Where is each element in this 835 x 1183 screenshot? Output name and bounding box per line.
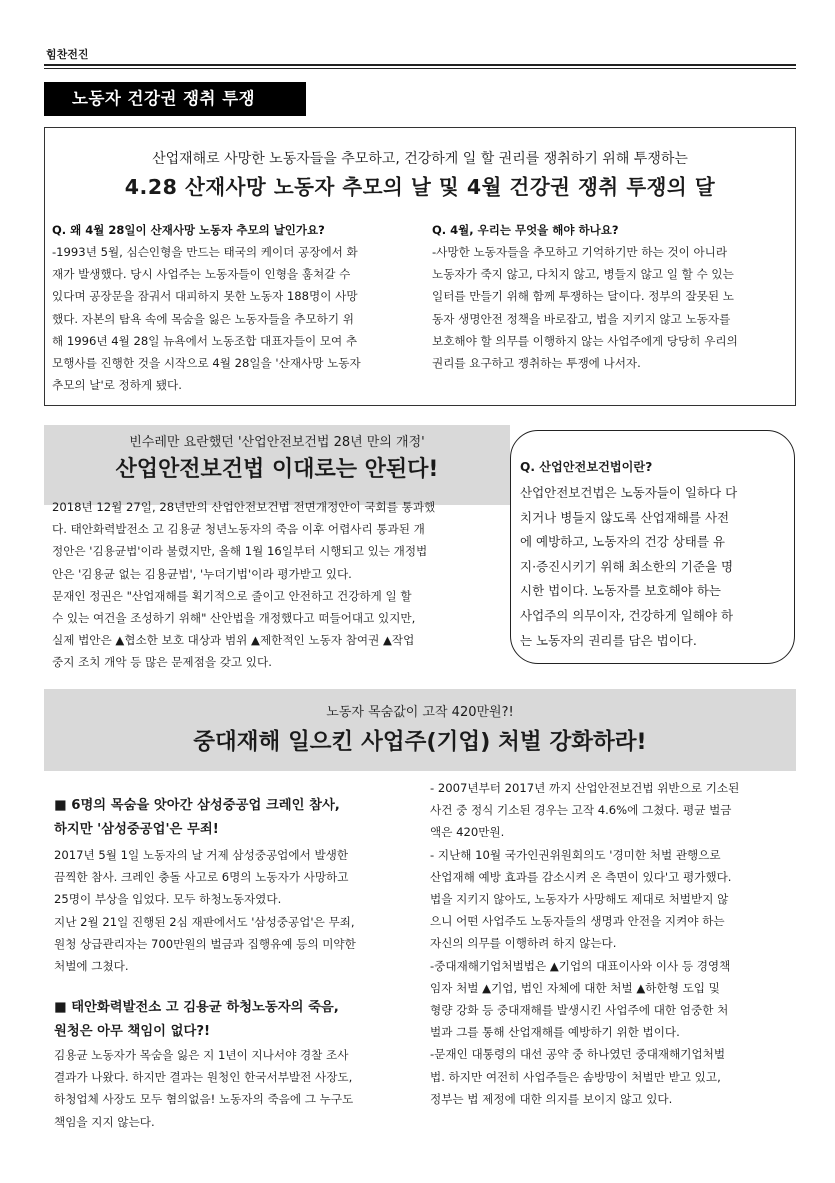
section2-line: 2018년 12월 27일, 28년만의 산업안전보건법 전면개정안이 국회를 통과했 [52,500,436,514]
q1-line: 추모의 날'로 정하게 됐다. [52,378,182,393]
right-col-line: 액은 420만원. [430,825,505,840]
definition-answer [520,481,788,653]
article1-line: 지난 2월 21일 진행된 2심 재판에서도 '삼성중공업'은 무죄, [54,914,355,929]
definition-line: 사업주의 의무이자, 건강하게 일해야 하 [520,607,734,623]
q2-line: 동자 생명안전 정책을 바로잡고, 법을 지키지 않고 노동자를 [432,311,731,326]
q2-question: Q. 4월, 우리는 무엇을 해야 하나요? [432,223,619,237]
header-rule-thin [44,68,796,69]
definition-line: 지·증진시키기 위해 최소한의 기준을 명 [520,558,734,574]
article2-line: 김용균 노동자가 목숨을 잃은 지 1년이 지나서야 경찰 조사 [54,1048,349,1062]
article1-line: 원청 상급관리자는 700만원의 벌금과 집행유예 등의 미약한 [54,936,356,951]
section2-body [52,496,490,674]
header-rule [44,64,796,66]
section2-line: 문재인 정권은 "산업재해를 획기적으로 줄이고 안전하고 건강하게 일 할 [52,588,412,603]
definition-line: 시한 법이다. 노동자를 보호해야 하는 [520,583,721,599]
right-col-line: 으니 어떤 사업주도 노동자들의 생명과 안전을 지켜야 하는 [430,914,725,929]
right-col-line: 법을 지키지 않아도, 노동자가 사망해도 제대로 처벌받지 않 [430,892,729,907]
intro-subtitle: 산업재해로 사망한 노동자들을 추모하고, 건강하게 일 할 권리를 쟁취하기 위해 투쟁하는 [152,151,688,167]
q1-answer [52,241,422,396]
section-banner: 노동자 건강권 쟁취 투쟁 [44,82,306,116]
publication-title: 힘찬전진 [46,48,89,61]
q1-line: 모행사를 진행한 것을 시작으로 4월 28일을 '산재사망 노동자 [52,356,361,371]
right-col-line: - 지난해 10월 국가인권위원회의도 '경미한 처벌 관행으로 [430,847,721,862]
article2-line: 결과가 나왔다. 하지만 결과는 원청인 한국서부발전 사장도, [54,1070,353,1085]
definition-line: 에 예방하고, 노동자의 건강 상태를 유 [520,534,725,550]
section3-subtitle: 노동자 목숨값이 고작 420만원?! [326,705,514,720]
section2-line: 실제 법안은 ▲협소한 보호 대상과 범위 ▲제한적인 노동자 참여권 ▲작업 [52,633,415,648]
section2-line: 안은 '김용균 없는 김용균법', '누더기법'이라 평가받고 있다. [52,566,352,581]
right-col-line: 벌과 그를 통해 산업재해를 예방하기 위한 법이다. [430,1025,680,1040]
article2-line: 책임을 지지 않는다. [54,1114,155,1129]
q2-line: 일터를 만들기 위해 함께 투쟁하는 달이다. 정부의 잘못된 노 [432,289,734,304]
q1-line: 했다. 자본의 탐욕 속에 목숨을 잃은 노동자들을 추모하기 위 [52,311,354,326]
right-col-line: -문재인 대통령의 대선 공약 중 하나였던 중대재해기업처벌 [430,1047,726,1062]
article1-heading [54,794,424,842]
q2-line: 보호해야 할 의무를 이행하지 않는 사업주에게 당당히 우리의 [432,333,738,348]
definition-line: 산업안전보건법은 노동자들이 일하다 다 [520,485,738,500]
q2-line: 권리를 요구하고 쟁취하는 투쟁에 나서자. [432,356,641,371]
article1-body [54,844,424,977]
right-col-line: 정부는 법 제정에 대한 의지를 보이지 않고 있다. [430,1091,673,1106]
right-col-line: -중대재해기업처벌법은 ▲기업의 대표이사와 이사 등 경영책 [430,958,731,973]
q1-line: 재가 발생했다. 당시 사업주는 노동자들이 인형을 훔쳐갈 수 [52,267,351,282]
article2-body [54,1044,424,1133]
q1-line: -1993년 5월, 심슨인형을 만드는 태국의 케이더 공장에서 화 [52,245,358,259]
right-col-line: - 2007년부터 2017년 까지 산업안전보건법 위반으로 기소된 [430,781,740,795]
q2-line: -사망한 노동자들을 추모하고 기억하기만 하는 것이 아니라 [432,245,728,259]
right-col-line: 임자 처벌 ▲기업, 법인 자체에 대한 처벌 ▲하한형 도입 및 [430,980,720,995]
definition-line: 는 노동자의 권리를 담은 법이다. [520,632,697,648]
definition-line: 치거나 병들지 않도록 산업재해를 사전 [520,509,730,525]
right-col-line: 형량 강화 등 중대재해를 발생시킨 사업주에 대한 엄중한 처 [430,1003,729,1018]
q1-line: 있다며 공장문을 잠궈서 대피하지 못한 노동자 188명이 사망 [52,289,358,304]
q1-question: Q. 왜 4월 28일이 산재사망 노동자 추모의 날인가요? [52,223,325,237]
section2-line: 정안은 '김용균법'이라 불렸지만, 올해 1월 16일부터 시행되고 있는 개정법 [52,544,428,559]
article1-line: 2017년 5월 1일 노동자의 날 거제 삼성중공업에서 발생한 [54,848,349,862]
section2-subtitle: 빈수레만 요란했던 '산업안전보건법 28년 만의 개정' [129,435,425,450]
section2-title: 산업안전보건법 이대로는 안된다! [115,457,439,482]
article1-heading-line: 하지만 '삼성중공업'은 무죄! [54,822,219,837]
article1-line: 25명이 부상을 입었다. 모두 하청노동자였다. [54,892,282,907]
right-col-line: 사건 중 정식 기소된 경우는 고작 4.6%에 그쳤다. 평균 벌금 [430,803,732,818]
article1-line: 끔찍한 참사. 크레인 충돌 사고로 6명의 노동자가 사망하고 [54,870,349,885]
article2-heading [54,996,424,1044]
right-col-line: 법. 하지만 여전히 사업주들은 솜방망이 처벌만 받고 있고, [430,1069,721,1084]
right-col-line: 자신의 의무를 이행하려 하지 않는다. [430,936,617,951]
article2-line: 하청업체 사장도 모두 혐의없음! 노동자의 죽음에 그 누구도 [54,1092,354,1107]
q2-answer [432,241,792,374]
q2-line: 노동자가 죽지 않고, 다치지 않고, 병들지 않고 일 할 수 있는 [432,267,734,282]
article2-heading-line: ■ 태안화력발전소 고 김용균 하청노동자의 죽음, [54,1000,339,1015]
section2-line: 다. 태안화력발전소 고 김용균 청년노동자의 죽음 이후 어렵사리 통과된 개 [52,522,425,537]
definition-question: Q. 산업안전보건법이란? [520,460,653,474]
q1-line: 해 1996년 4월 28일 뉴욕에서 노동조합 대표자들이 모여 추 [52,333,358,348]
section3-right-column [430,777,796,1110]
right-col-line: 산업재해 예방 효과를 감소시켜 온 측면이 있다'고 평가했다. [430,869,732,884]
article2-heading-line: 원청은 아무 책임이 없다?! [54,1024,211,1039]
section3-title: 중대재해 일으킨 사업주(기업) 처벌 강화하라! [193,729,647,755]
section2-line: 중지 조치 개악 등 많은 문제점을 갖고 있다. [52,655,272,670]
section2-line: 수 있는 여건을 조성하기 위해" 산안법을 개정했다고 떠들어대고 있지만, [52,611,416,626]
intro-title: 4.28 산재사망 노동자 추모의 날 및 4월 건강권 쟁취 투쟁의 달 [124,175,716,199]
article1-line: 처벌에 그쳤다. [54,959,129,974]
article1-heading-line: ■ 6명의 목숨을 앗아간 삼성중공업 크레인 참사, [54,798,340,813]
